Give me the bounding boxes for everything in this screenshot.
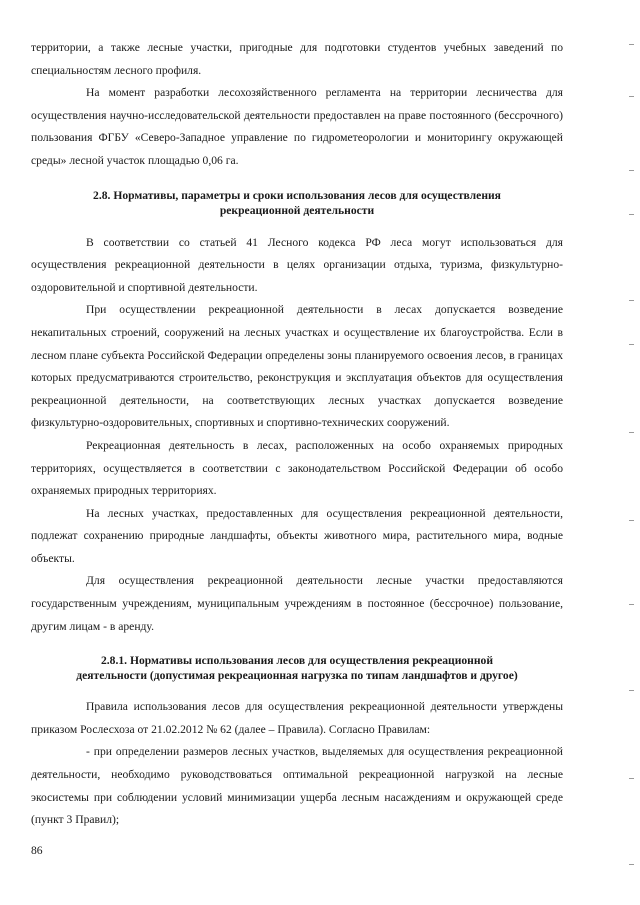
scan-mark	[629, 300, 634, 301]
paragraph: Рекреационная деятельность в лесах, расположенных на особо охраняемых природных территориях, осуществляется в соответствии с законодательством Российской Федерации об особо охраняемых природных территориях.	[31, 438, 563, 498]
section-heading-2-8-1	[31, 653, 563, 683]
paragraph: На лесных участках, предоставленных для осуществления рекреационной деятельности, подлежат сохранению природные ландшафты, объекты животного мира, растительного мира, водные объекты.	[31, 506, 563, 565]
paragraph: Правила использования лесов для осуществления рекреационной деятельности утверждены приказом Рослесхоза от 21.02.2012 № 62 (далее – Правила). Согласно Правилам:	[31, 700, 563, 736]
section-heading-2-8-line1: 2.8. Нормативы, параметры и сроки использования лесов для осуществления	[93, 188, 501, 202]
scan-mark	[629, 96, 634, 97]
section-heading-2-8	[31, 188, 563, 218]
scan-mark	[629, 604, 634, 605]
scan-mark	[629, 520, 634, 521]
section-heading-2-8-1-line2: деятельности (допустимая рекреационная нагрузка по типам ландшафтов и другое)	[76, 669, 518, 683]
page-number: 86	[31, 844, 43, 857]
paragraph: При осуществлении рекреационной деятельности в лесах допускается возведение некапитальных строений, сооружений на лесных участках и осуществление их благоустройства. Если в лесном плане субъекта Российской Федерации определены зоны планируемого освоения лесов, в границах которых предусматриваются строительство, реконструкция и эксплуатация объектов для осуществления рекреационной деятельности, на соответствующих лесных участках допускается возведение физкультурно-оздоровительных, спортивных и спортивно-технических сооружений.	[31, 303, 563, 430]
paragraph-research-plot: На момент разработки лесохозяйственного регламента на территории лесничества для осуществления научно-исследовательской деятельности предоставлен на праве постоянного (бессрочного) пользования ФГБУ «Северо-Западное управление по гидрометеорологии и мониторингу окружающей среды» лесной участок площадью 0,06 га.	[31, 86, 563, 167]
scan-mark	[629, 778, 634, 779]
scan-mark	[629, 864, 634, 865]
paragraph-continuation: территории, а также лесные участки, пригодные для подготовки студентов учебных заведений по специальностям лесного профиля.	[31, 41, 563, 77]
scan-mark	[629, 344, 634, 345]
scan-mark	[629, 170, 634, 171]
scan-mark	[629, 690, 634, 691]
paragraph: В соответствии со статьей 41 Лесного кодекса РФ леса могут использоваться для осуществления рекреационной деятельности в целях организации отдыха, туризма, физкультурно-оздоровительной и спортивной деятельности.	[31, 235, 563, 294]
section-heading-2-8-1-line1: 2.8.1. Нормативы использования лесов для осуществления рекреационной	[100, 654, 494, 668]
scan-mark	[629, 44, 634, 45]
scan-mark	[629, 432, 634, 433]
list-item: - при определении размеров лесных участков, выделяемых для осуществления рекреационной деятельности, необходимо руководствоваться оптимальной рекреационной нагрузкой на лесные экосистемы при соблюдении условий минимизации ущерба лесным насаждениям и окружающей среде (пункт 3 Правил);	[31, 745, 563, 827]
paragraph: Для осуществления рекреационной деятельности лесные участки предоставляются государственным учреждениям, муниципальным учреждениям в постоянное (бессрочное) пользование, другим лицам - в аренду.	[31, 574, 563, 633]
scan-mark	[629, 214, 634, 215]
document-page	[31, 37, 563, 832]
section-heading-2-8-line2: рекреационной деятельности	[219, 203, 375, 217]
